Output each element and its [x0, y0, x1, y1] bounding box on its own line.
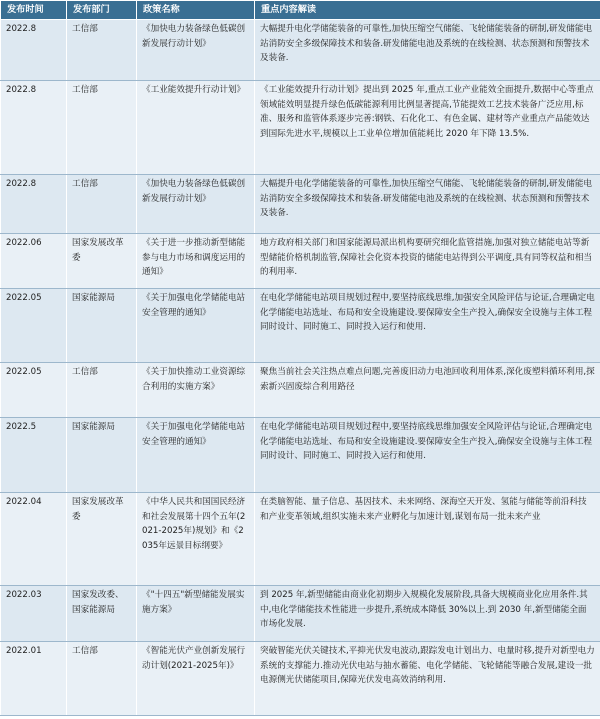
cell-dept: 国家能源局: [67, 289, 137, 363]
cell-content: 在类脑智能、量子信息、基因技术、未来网络、深海空天开发、氢能与储能等前沿科技和产业变革领域,组织实施未来产业孵化与加速计划,谋划布局一批未来产业: [255, 493, 600, 586]
cell-date: 2022.04: [1, 493, 67, 586]
cell-content: 地方政府相关部门和国家能源局派出机构要研究细化监管措施,加强对独立储能电站等新型储能价格机制监管,保障社会化资本投资的储能电站得到公平调度,具有同等权益和相当的利用率.: [255, 234, 600, 289]
cell-content: 大幅提升电化学储能装备的可靠性,加快压缩空气储能、飞轮储能装备的研制,研发储能电站消防安全多级保障技术和装备.研发储能电池及系统的在线检测、状态预测和预警技术及装备.: [255, 20, 600, 81]
table-header-row: [1, 1, 600, 20]
cell-date: 2022.05: [1, 289, 67, 363]
table-row: [1, 642, 600, 716]
cell-content: 在电化学储能电站项目规划过程中,要坚持底线思维,加强安全风险评估与论证,合理确定电化学储能电站选址、布局和安全设施建设.要保障安全生产投入,确保安全设施与主体工程同时设计、同时施工、同时投入运行和使用.: [255, 289, 600, 363]
cell-content: 到 2025 年,新型储能由商业化初期步入规模化发展阶段,具备大规模商业化应用条件.其中,电化学储能技术性能进一步提升,系统成本降低 30%以上.到 2030 年,新型储能全面市场化发展.: [255, 586, 600, 642]
cell-date: 2022.05: [1, 363, 67, 418]
cell-date: 2022.06: [1, 234, 67, 289]
cell-policy: 《关于进一步推动新型储能参与电力市场和调度运用的通知》: [137, 234, 255, 289]
cell-policy: 《关于加强电化学储能电站安全管理的通知》: [137, 289, 255, 363]
table-row: [1, 234, 600, 289]
header-policy: 政策名称: [137, 1, 255, 20]
cell-date: 2022.8: [1, 175, 67, 234]
table-row: [1, 81, 600, 175]
header-dept: 发布部门: [67, 1, 137, 20]
cell-date: 2022.5: [1, 418, 67, 493]
cell-policy: 《关于加快推动工业资源综合利用的实施方案》: [137, 363, 255, 418]
cell-policy: 《加快电力装备绿色低碳创新发展行动计划》: [137, 20, 255, 81]
cell-policy: 《中华人民共和国国民经济和社会发展第十四个五年(2021-2025年)规划》和《2035年远景目标纲要》: [137, 493, 255, 586]
cell-dept: 国家能源局: [67, 418, 137, 493]
header-content: 重点内容解读: [255, 1, 600, 20]
cell-date: 2022.01: [1, 642, 67, 716]
cell-dept: 工信部: [67, 81, 137, 175]
table-row: [1, 363, 600, 418]
table-row: [1, 289, 600, 363]
cell-dept: 国家发改委、国家能源局: [67, 586, 137, 642]
cell-dept: 工信部: [67, 175, 137, 234]
cell-dept: 国家发展改革委: [67, 234, 137, 289]
cell-policy: 《加快电力装备绿色低碳创新发展行动计划》: [137, 175, 255, 234]
table-row: [1, 20, 600, 81]
cell-policy: 《关于加强电化学储能电站安全管理的通知》: [137, 418, 255, 493]
cell-date: 2022.8: [1, 20, 67, 81]
cell-dept: 工信部: [67, 20, 137, 81]
header-date: 发布时间: [1, 1, 67, 20]
cell-dept: 工信部: [67, 642, 137, 716]
cell-date: 2022.8: [1, 81, 67, 175]
table-row: [1, 418, 600, 493]
cell-content: 聚焦当前社会关注热点难点问题,完善废旧动力电池回收利用体系,深化废塑料循环利用,探索新兴固废综合利用路径: [255, 363, 600, 418]
cell-dept: 工信部: [67, 363, 137, 418]
cell-content: 在电化学储能电站项目规划过程中,要坚持底线思维加强安全风险评估与论证,合理确定电化学储能电站选址、布局和安全设施建设.要保障安全生产投入,确保安全设施与主体工程同时设计、同时施工、同时投入运行和使用.: [255, 418, 600, 493]
cell-dept: 国家发展改革委: [67, 493, 137, 586]
table-row: [1, 175, 600, 234]
cell-policy: 《工业能效提升行动计划》: [137, 81, 255, 175]
table-row: [1, 586, 600, 642]
cell-content: 《工业能效提升行动计划》提出到 2025 年,重点工业产业能效全面提升,数据中心等重点领域能效明显提升绿色低碳能源利用比例显著提高,节能提效工艺技术装备广泛应用,标准、服务和监管体系逐步完善:钢铁、石化化工、有色金属、建材等产业重点产品能效达到国际先进水平,规模以上工业单位增加值能耗比 2020 年下降 13.5%.: [255, 81, 600, 175]
cell-content: 突破智能光伏关键技术,平抑光伏发电波动,跟踪发电计划出力、电量时移,提升对新型电力系统的支撑能力.推动光伏电站与抽水蓄能、电化学储能、飞轮储能等融合发展,建设一批电源侧光伏储能项目,保障光伏发电高效消纳利用.: [255, 642, 600, 716]
cell-policy: 《"十四五"新型储能发展实施方案》: [137, 586, 255, 642]
cell-policy: 《智能光伏产业创新发展行动计划(2021-2025年)》: [137, 642, 255, 716]
table-row: [1, 493, 600, 586]
cell-date: 2022.03: [1, 586, 67, 642]
cell-content: 大幅提升电化学储能装备的可靠性,加快压缩空气储能、飞轮储能装备的研制,研发储能电站消防安全多级保障技术和装备.研发储能电池及系统的在线检测、状态预测和预警技术及装备.: [255, 175, 600, 234]
